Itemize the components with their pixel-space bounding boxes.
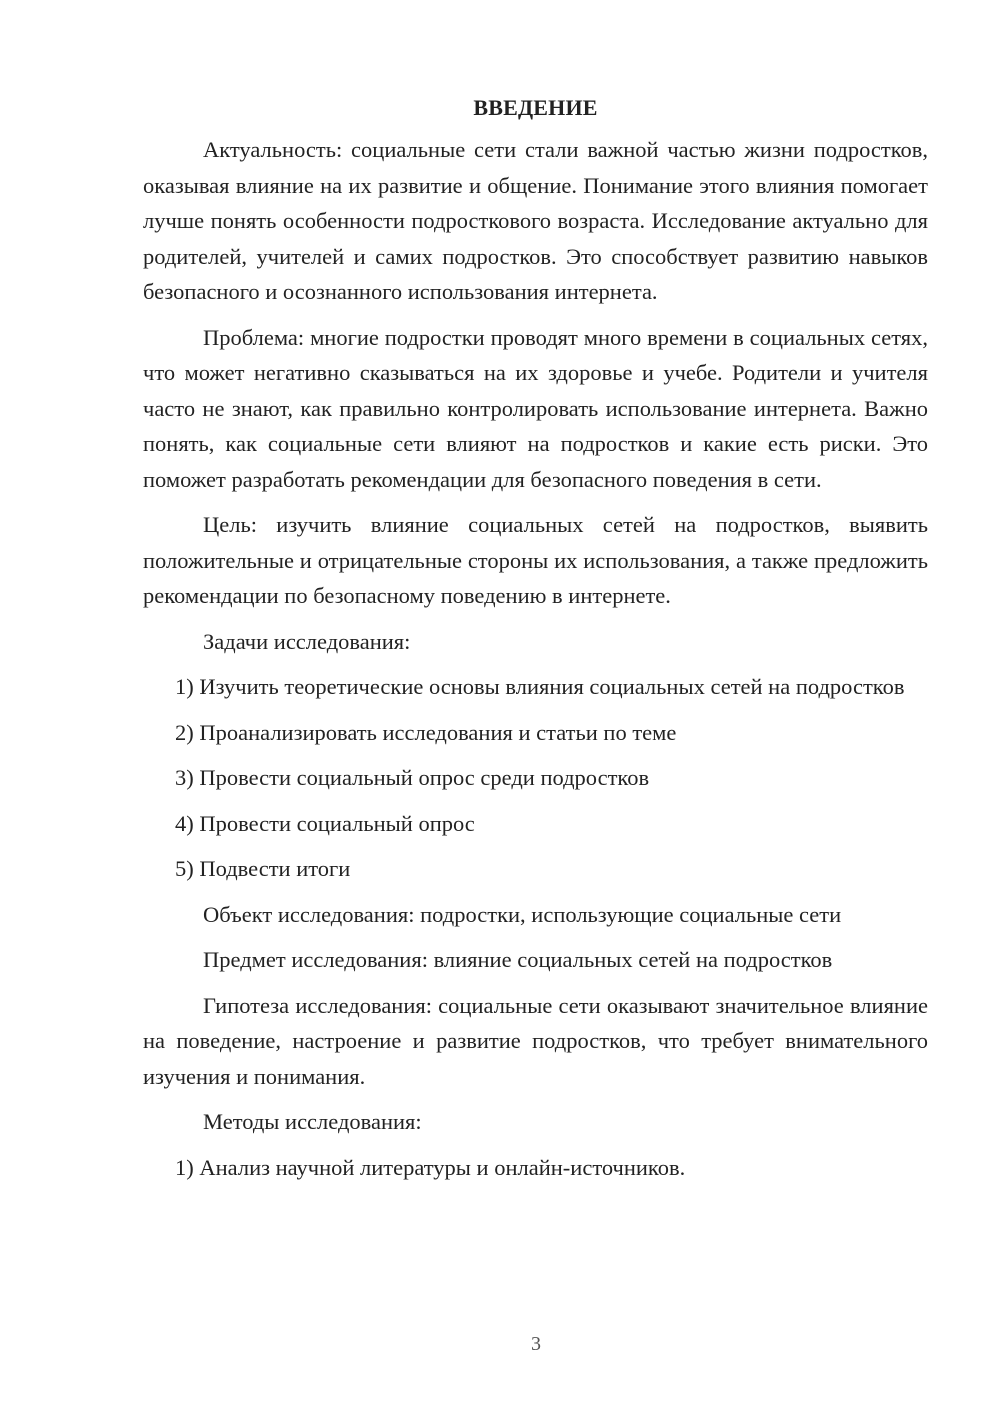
page-number: 3	[531, 1333, 541, 1355]
section-heading: ВВЕДЕНИЕ	[473, 95, 598, 120]
relevance-paragraph: Актуальность: социальные сети стали важной частью жизни подростков, оказывая влияние на их развитие и общение. Понимание этого влияния помогает лучше понять особенности подросткового возраста. Исследование актуально для родителей, учителей и самих подростков. Это способствует развитию навыков безопасного и осознанного использования интернета.	[143, 137, 928, 304]
research-subject: Предмет исследования: влияние социальных сетей на подростков	[203, 947, 833, 972]
methods-heading: Методы исследования:	[203, 1109, 422, 1134]
tasks-heading: Задачи исследования:	[203, 628, 411, 654]
task-item: 2) Проанализировать исследования и статьи по теме	[175, 719, 677, 745]
task-item: 4) Провести социальный опрос	[175, 810, 475, 836]
task-item: 5) Подвести итоги	[175, 856, 351, 881]
goal-paragraph: Цель: изучить влияние социальных сетей на подростков, выявить положительные и отрицательные стороны их использования, а также предложить рекомендации по безопасному поведению в интернете.	[143, 512, 928, 608]
task-item: 3) Провести социальный опрос среди подростков	[175, 765, 650, 790]
document-page	[143, 92, 928, 1185]
hypothesis-paragraph: Гипотеза исследования: социальные сети оказывают значительное влияние на поведение, настроение и развитие подростков, что требует внимательного изучения и понимания.	[143, 992, 928, 1089]
task-item: 1) Изучить теоретические основы влияния социальных сетей на подростков	[175, 674, 905, 699]
method-item: 1) Анализ научной литературы и онлайн-источников.	[175, 1154, 686, 1180]
research-object: Объект исследования: подростки, использующие социальные сети	[203, 901, 842, 927]
problem-paragraph: Проблема: многие подростки проводят много времени в социальных сетях, что может негативно сказываться на их здоровье и учебе. Родители и учителя часто не знают, как правильно контролировать использование интернета. Важно понять, как социальные сети влияют на подростков и какие есть риски. Это поможет разработать рекомендации для безопасного поведения в сети.	[143, 324, 928, 492]
